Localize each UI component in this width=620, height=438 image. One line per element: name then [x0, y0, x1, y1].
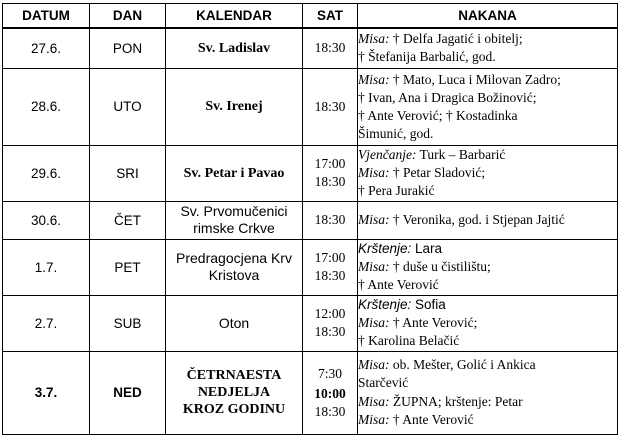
time-cell	[303, 201, 358, 239]
header-row	[3, 4, 618, 29]
intention-line	[358, 107, 617, 125]
time-entry: 18:30	[314, 403, 346, 419]
time-entry: 18:30	[314, 324, 346, 339]
intention-label: Misa:	[358, 259, 390, 274]
intention-line	[358, 332, 617, 350]
intention-text: Lara	[411, 241, 443, 256]
calendar-cell	[166, 239, 303, 295]
date-cell: 27.6.	[3, 28, 90, 68]
table-row	[3, 295, 618, 351]
intention-text: † Štefanija Barbalić, god.	[358, 49, 496, 65]
intention-label: Misa:	[358, 394, 390, 409]
time-cell	[303, 28, 358, 68]
time-cell	[303, 351, 358, 434]
intention-line	[358, 125, 617, 143]
intention-text: Sofia	[411, 297, 446, 312]
date-cell: 29.6.	[3, 145, 90, 201]
intention-text: Šimunić, god.	[358, 125, 434, 141]
intention-text: † Ante Verović;	[389, 315, 478, 330]
table-row	[3, 239, 618, 295]
day-cell: PET	[90, 239, 166, 295]
date-cell: 3.7.	[3, 351, 90, 434]
day-cell: PON	[90, 28, 166, 68]
header-calendar: KALENDAR	[166, 4, 303, 29]
time-entry: 17:00	[314, 250, 346, 265]
time-entry: 17:00	[314, 156, 346, 171]
intention-text: Starčević	[358, 375, 409, 390]
table-row	[3, 28, 618, 68]
intention-label: Misa:	[358, 165, 390, 180]
time-cell	[303, 239, 358, 295]
intention-text: † Petar Sladović;	[389, 165, 486, 180]
intention-text: † Ivan, Ana i Dragica Božinović;	[358, 89, 537, 105]
calendar-cell	[166, 28, 303, 68]
intention-line	[358, 240, 617, 258]
intention-cell	[358, 145, 618, 201]
day-cell: UTO	[90, 68, 166, 145]
header-time: SAT	[303, 4, 358, 29]
calendar-line: Kristova	[208, 267, 260, 283]
intention-line	[358, 276, 617, 294]
time-entry: 18:30	[314, 212, 346, 227]
intention-text: ob. Mešter, Golić i Ankica	[389, 357, 536, 372]
time-entry: 7:30	[317, 365, 342, 381]
day-cell: SRI	[90, 145, 166, 201]
intention-text: † Karolina Belačić	[358, 333, 460, 348]
time-entry: 18:30	[314, 174, 346, 189]
time-entry: 10:00	[314, 385, 346, 401]
day-cell: ČET	[90, 201, 166, 239]
calendar-line: rimske Crkve	[193, 220, 275, 236]
date-cell: 28.6.	[3, 68, 90, 145]
calendar-line: Oton	[218, 314, 250, 331]
intention-line	[358, 393, 617, 411]
calendar-cell	[166, 68, 303, 145]
intention-line	[358, 182, 617, 200]
intention-text: † Delfa Jagatić i obitelj;	[389, 31, 523, 47]
intention-line	[358, 146, 617, 164]
day-cell: SUB	[90, 295, 166, 351]
intention-line	[358, 296, 617, 314]
intention-line	[358, 258, 617, 276]
time-cell	[303, 295, 358, 351]
intention-label: Misa:	[358, 212, 390, 227]
intention-line	[358, 314, 617, 332]
intention-text: ŽUPNA; krštenje: Petar	[389, 394, 523, 409]
calendar-cell	[166, 145, 303, 201]
header-date: DATUM	[3, 4, 90, 29]
intention-line	[358, 356, 617, 374]
intention-label: Vjenčanje:	[358, 147, 417, 162]
mass-schedule-table	[2, 3, 618, 435]
intention-text: † Ante Verović; † Kostadinka	[358, 107, 518, 123]
table-row	[3, 201, 618, 239]
calendar-line: Sv. Ladislav	[197, 40, 271, 56]
intention-label: Misa:	[358, 412, 390, 427]
intention-line	[358, 211, 617, 229]
intention-line	[358, 411, 617, 429]
intention-text: † Pera Jurakić	[358, 183, 435, 198]
intention-cell	[358, 295, 618, 351]
time-entry: 18:30	[314, 40, 346, 56]
intention-line	[358, 89, 617, 107]
header-intention: NAKANA	[358, 4, 618, 29]
intention-text: † Ante Verović	[389, 412, 474, 427]
intention-line	[358, 30, 617, 48]
calendar-line: Predragocjena Krv	[176, 250, 292, 266]
calendar-line: KROZ GODINU	[182, 402, 286, 417]
intention-text: Turk – Barbarić	[416, 147, 506, 162]
time-entry: 12:00	[314, 306, 346, 321]
table-row	[3, 145, 618, 201]
time-entry: 18:30	[314, 268, 346, 283]
calendar-cell	[166, 351, 303, 434]
calendar-cell	[166, 201, 303, 239]
intention-text: † Mato, Luca i Milovan Zadro;	[389, 71, 561, 87]
intention-text: † duše u čistilištu;	[389, 259, 491, 274]
intention-label: Krštenje:	[358, 297, 412, 312]
intention-cell	[358, 239, 618, 295]
intention-text: † Ante Verović	[358, 277, 439, 292]
calendar-cell	[166, 295, 303, 351]
intention-label: Misa:	[358, 31, 390, 47]
intention-cell	[358, 201, 618, 239]
calendar-line: NEDJELJA	[197, 385, 271, 400]
table-row	[3, 351, 618, 434]
date-cell: 2.7.	[3, 295, 90, 351]
time-entry: 18:30	[314, 98, 346, 114]
calendar-line: Sv. Irenej	[205, 99, 263, 114]
intention-line	[358, 71, 617, 89]
intention-line	[358, 48, 617, 66]
calendar-line: Sv. Prvomučenici	[180, 203, 288, 219]
intention-label: Misa:	[358, 357, 390, 372]
intention-label: Misa:	[358, 315, 390, 330]
intention-cell	[358, 28, 618, 68]
table-row	[3, 68, 618, 145]
date-cell: 1.7.	[3, 239, 90, 295]
intention-cell	[358, 351, 618, 434]
intention-line	[358, 164, 617, 182]
intention-label: Krštenje:	[358, 241, 412, 256]
intention-text: † Veronika, god. i Stjepan Jajtić	[389, 212, 565, 227]
intention-line	[358, 374, 617, 391]
time-cell	[303, 68, 358, 145]
date-cell: 30.6.	[3, 201, 90, 239]
intention-label: Misa:	[358, 71, 390, 87]
calendar-line: ČETRNAESTA	[186, 368, 282, 383]
calendar-line: Sv. Petar i Pavao	[183, 165, 285, 181]
time-cell	[303, 145, 358, 201]
header-day: DAN	[90, 4, 166, 29]
intention-cell	[358, 68, 618, 145]
day-cell: NED	[90, 351, 166, 434]
